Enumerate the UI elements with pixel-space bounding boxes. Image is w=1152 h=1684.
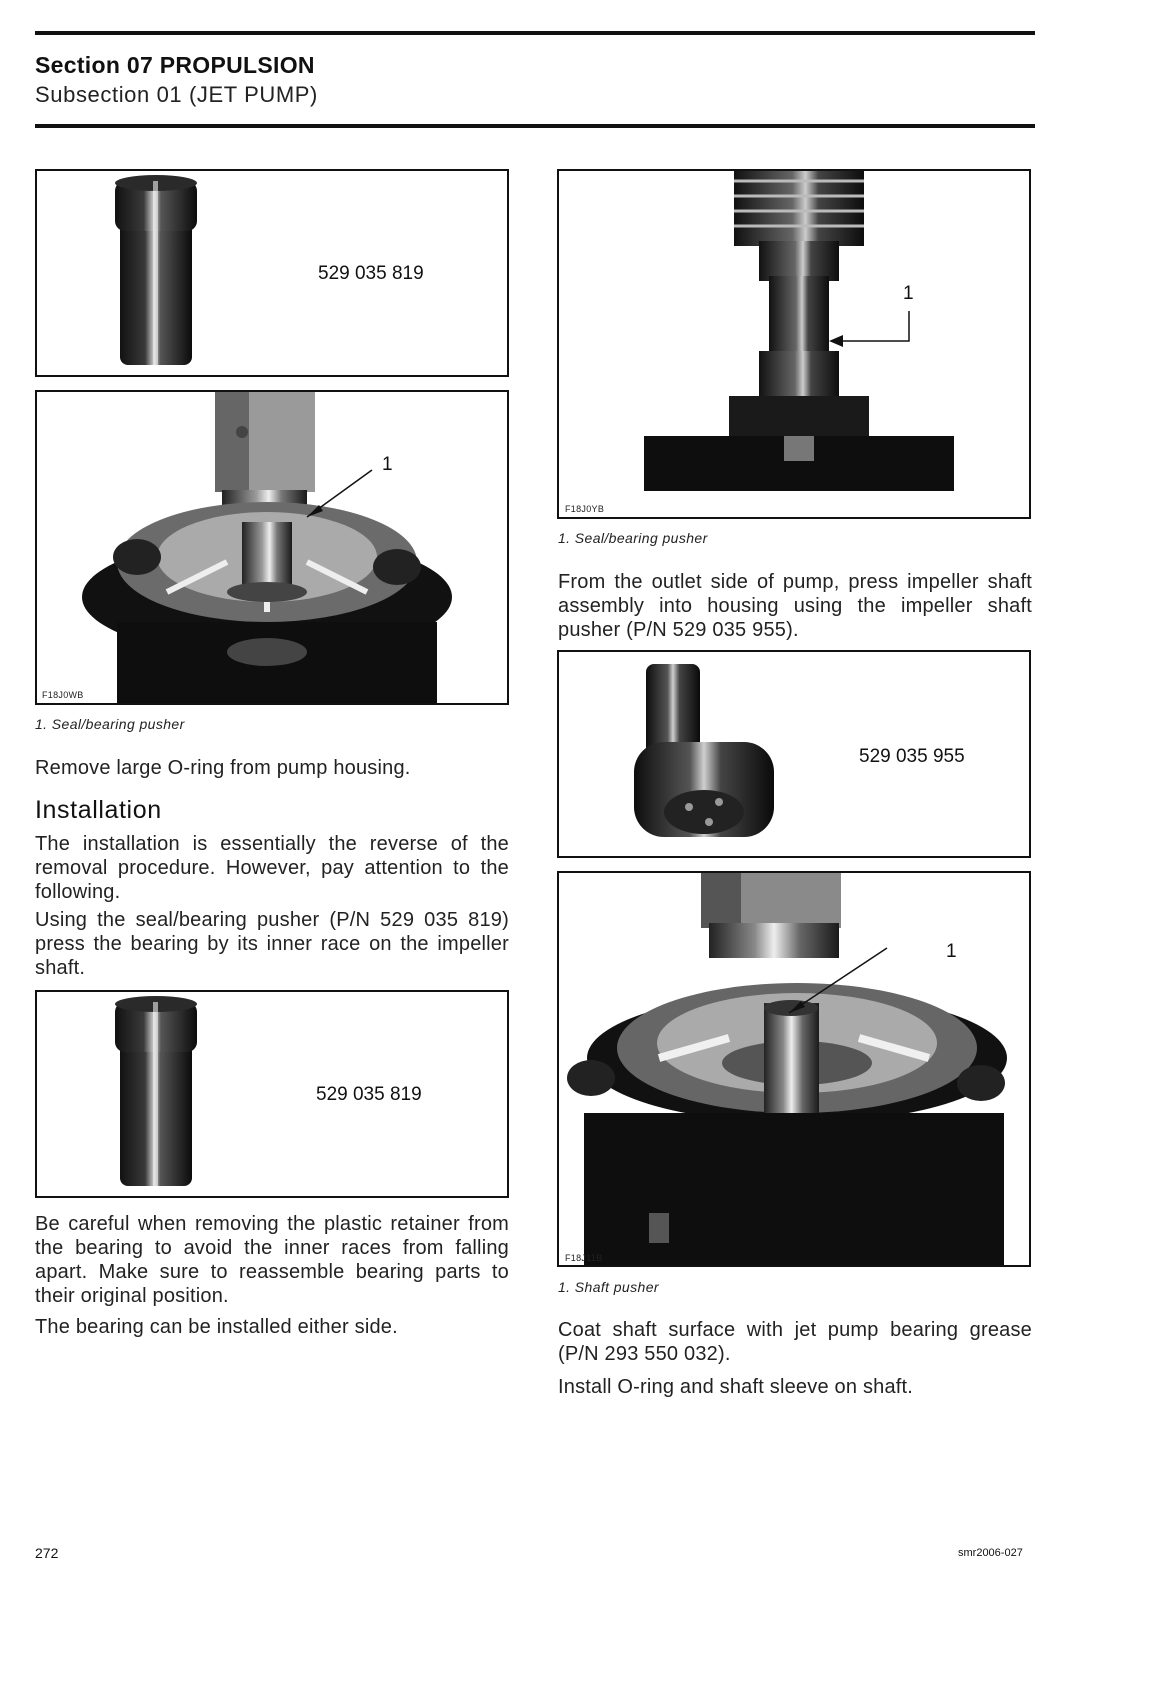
figure-caption: 1. Seal/bearing pusher — [35, 716, 185, 732]
part-number-label: 529 035 819 — [318, 263, 424, 284]
paragraph-coat-shaft: Coat shaft surface with jet pump bearing grease (P/N 293 550 032). — [558, 1319, 1032, 1365]
paragraph-using-pusher: Using the seal/bearing pusher (P/N 529 035 819) press the bearing by its inner race on the impeller shaft. — [35, 909, 509, 979]
figure-pusher-tool-819-repeat — [35, 990, 509, 1198]
callout-1: 1 — [382, 454, 393, 475]
page-number: 272 — [35, 1545, 59, 1561]
figure-pusher-tool-819 — [35, 169, 509, 377]
header-bottom-rule — [35, 124, 1035, 128]
shaft-press-photo — [559, 171, 1031, 519]
section-heading-installation: Installation — [35, 796, 162, 824]
part-number-label: 529 035 819 — [316, 1084, 422, 1105]
paragraph-either-side: The bearing can be installed either side. — [35, 1316, 398, 1338]
header-top-rule — [35, 31, 1035, 35]
shaft-pusher-photo — [559, 873, 1031, 1267]
figure-shaft-pusher-on-pump — [557, 871, 1031, 1267]
figure-code: F18J11B — [565, 1253, 603, 1263]
figure-caption: 1. Shaft pusher — [558, 1279, 659, 1295]
section-title: Section 07 PROPULSION — [35, 52, 315, 78]
figure-impeller-shaft-pusher — [557, 650, 1031, 858]
paragraph-outlet-side: From the outlet side of pump, press impeller shaft assembly into housing using the impeller shaft pusher (P/N 529 035 955). — [558, 571, 1032, 641]
part-number-label: 529 035 955 — [859, 746, 965, 767]
figure-code: F18J0WB — [42, 690, 84, 700]
paragraph-careful-retainer: Be careful when removing the plastic retainer from the bearing to avoid the inner races from falling apart. Make sure to reassemble bearing parts to their original position. — [35, 1213, 509, 1307]
pusher-tool-image — [37, 992, 509, 1198]
paragraph-installation-reverse: The installation is essentially the reverse of the removal procedure. However, pay attention to the following. — [35, 833, 509, 903]
figure-caption: 1. Seal/bearing pusher — [558, 530, 708, 546]
pump-press-photo — [37, 392, 509, 705]
pusher-tool-image — [37, 171, 509, 377]
paragraph-install-oring-sleeve: Install O-ring and shaft sleeve on shaft. — [558, 1376, 914, 1398]
callout-1: 1 — [903, 283, 914, 304]
figure-code: F18J0YB — [565, 504, 605, 514]
callout-1: 1 — [946, 941, 957, 962]
document-code: smr2006-027 — [958, 1547, 1023, 1559]
figure-pusher-on-shaft — [557, 169, 1031, 519]
paragraph-remove-oring: Remove large O-ring from pump housing. — [35, 757, 411, 779]
figure-pusher-on-pump — [35, 390, 509, 705]
subsection-title: Subsection 01 (JET PUMP) — [35, 82, 318, 107]
